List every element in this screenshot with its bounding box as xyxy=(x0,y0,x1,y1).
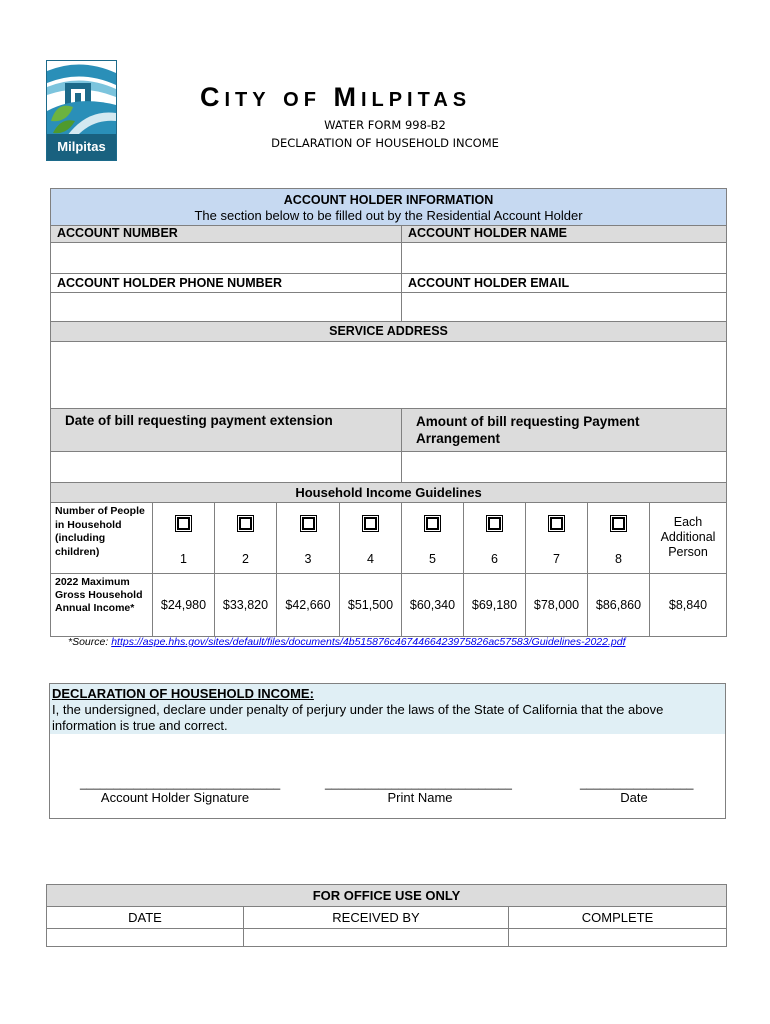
household-size: 4 xyxy=(367,552,374,566)
email-label: ACCOUNT HOLDER EMAIL xyxy=(402,274,727,293)
income-guidelines-title: Household Income Guidelines xyxy=(51,483,727,503)
declaration-title: DECLARATION OF HOUSEHOLD INCOME: xyxy=(52,686,314,701)
max-income: $51,500 xyxy=(340,574,402,637)
max-income: $69,180 xyxy=(464,574,526,637)
account-holder-table xyxy=(50,188,727,485)
household-size: 5 xyxy=(429,552,436,566)
received-by-field[interactable] xyxy=(244,929,509,947)
city-title-part: ITY xyxy=(224,89,271,111)
service-address-label: SERVICE ADDRESS xyxy=(51,322,727,342)
checkbox-icon[interactable] xyxy=(488,517,501,530)
household-size-cell[interactable] xyxy=(153,503,215,574)
city-title-initial: C xyxy=(200,82,225,112)
household-size-cell[interactable] xyxy=(277,503,340,574)
checkbox-icon[interactable] xyxy=(550,517,563,530)
income-label: 2022 Maximum Gross Household Annual Income* xyxy=(51,574,153,637)
household-size: 2 xyxy=(242,552,249,566)
office-use-title: FOR OFFICE USE ONLY xyxy=(47,885,727,907)
household-size: 3 xyxy=(304,552,312,566)
email-field[interactable] xyxy=(402,293,727,322)
account-number-field[interactable] xyxy=(51,243,402,274)
household-size: 8 xyxy=(615,552,622,566)
office-date-field[interactable] xyxy=(47,929,244,947)
account-section-title: ACCOUNT HOLDER INFORMATION xyxy=(283,193,494,207)
account-holder-name-label: ACCOUNT HOLDER NAME xyxy=(402,226,727,243)
print-name-label: Print Name xyxy=(387,790,453,805)
date-label: Date xyxy=(620,790,648,805)
account-number-label: ACCOUNT NUMBER xyxy=(51,226,402,243)
checkbox-icon[interactable] xyxy=(239,517,252,530)
print-name-line[interactable]: ____________________________ xyxy=(325,776,512,790)
city-title-initial: M xyxy=(333,82,361,112)
income-guidelines-table xyxy=(50,482,727,637)
bill-date-label: Date of bill requesting payment extension xyxy=(51,409,402,452)
max-income: $24,980 xyxy=(153,574,215,637)
max-income: $60,340 xyxy=(402,574,464,637)
city-title-part: ILPITAS xyxy=(360,89,472,111)
people-label: Number of People in Household (including children) xyxy=(51,503,153,574)
declaration-text: I, the undersigned, declare under penalty of perjury under the laws of the State of California that the above information is true and correct. xyxy=(52,702,664,733)
max-income: $33,820 xyxy=(215,574,277,637)
city-title-part: OF xyxy=(283,89,321,111)
office-use-table xyxy=(46,884,727,947)
bill-amount-label: Amount of bill requesting Payment Arrangement xyxy=(402,409,727,452)
additional-person-income: $8,840 xyxy=(650,574,727,637)
complete-field[interactable] xyxy=(509,929,727,947)
checkbox-icon[interactable] xyxy=(612,517,625,530)
form-title: DECLARATION OF HOUSEHOLD INCOME xyxy=(271,136,499,150)
household-size-cell[interactable] xyxy=(340,503,402,574)
checkbox-icon[interactable] xyxy=(177,517,190,530)
max-income: $86,860 xyxy=(588,574,650,637)
max-income: $78,000 xyxy=(526,574,588,637)
form-number: WATER FORM 998-B2 xyxy=(324,118,446,132)
household-size-cell[interactable] xyxy=(464,503,526,574)
household-size-cell[interactable] xyxy=(402,503,464,574)
complete-label: COMPLETE xyxy=(509,907,727,929)
account-holder-name-field[interactable] xyxy=(402,243,727,274)
household-size-cell[interactable] xyxy=(526,503,588,574)
declaration-header xyxy=(50,684,725,734)
checkbox-icon[interactable] xyxy=(364,517,377,530)
source-prefix: *Source: xyxy=(68,636,112,648)
bill-date-field[interactable] xyxy=(51,452,402,485)
household-size: 1 xyxy=(180,552,187,566)
source-link[interactable]: https://aspe.hhs.gov/sites/default/files/documents/4b515876c4674466423975826ac57583/Guidelines-2022.pdf xyxy=(111,636,626,648)
declaration-section xyxy=(49,683,726,819)
account-section-header xyxy=(51,189,727,226)
household-size: 7 xyxy=(553,552,560,566)
max-income: $42,660 xyxy=(277,574,340,637)
date-line[interactable]: _________________ xyxy=(580,776,694,790)
phone-field[interactable] xyxy=(51,293,402,322)
signature-label: Account Holder Signature xyxy=(100,790,250,805)
checkbox-icon[interactable] xyxy=(302,517,315,530)
checkbox-icon[interactable] xyxy=(426,517,439,530)
office-date-label: DATE xyxy=(47,907,244,929)
household-size-cell[interactable] xyxy=(215,503,277,574)
logo-text: Milpitas xyxy=(47,134,116,160)
source-note xyxy=(68,636,626,648)
signature-line[interactable]: ______________________________ xyxy=(80,776,281,790)
service-address-field[interactable] xyxy=(51,342,727,409)
household-size: 6 xyxy=(491,552,498,566)
additional-person-label: Each Additional Person xyxy=(650,503,727,574)
bill-amount-field[interactable] xyxy=(402,452,727,485)
account-section-instructions: The section below to be filled out by the Residential Account Holder xyxy=(194,208,583,223)
city-title xyxy=(200,82,471,113)
household-size-cell[interactable] xyxy=(588,503,650,574)
phone-label: ACCOUNT HOLDER PHONE NUMBER xyxy=(51,274,402,293)
received-by-label: RECEIVED BY xyxy=(244,907,509,929)
